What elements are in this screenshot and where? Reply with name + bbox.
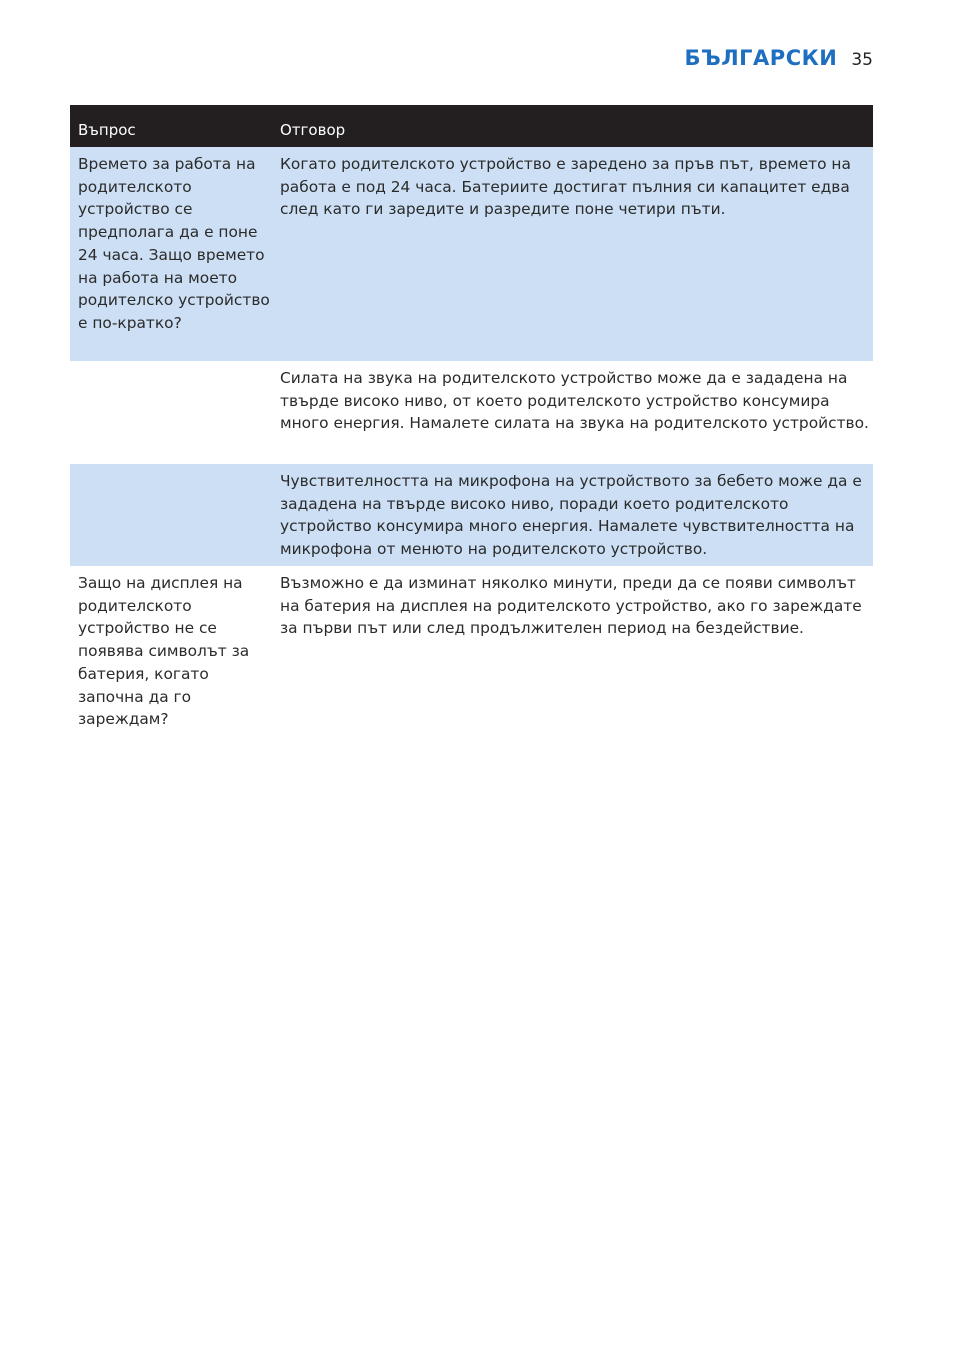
question-cell bbox=[70, 361, 279, 464]
table-header-row bbox=[70, 105, 873, 147]
answer-cell: Силата на звука на родителското устройство може да е зададена на твърде високо ниво, от което родителското устройство консумира много енергия. Намалете силата на звука на родителското устройство. bbox=[280, 369, 869, 433]
answer-cell: Когато родителското устройство е заредено за пръв път, времето на работа е под 24 часа. Батериите достигат пълния си капацитет едва след като ги заредите и разредите поне четири пъти. bbox=[280, 155, 851, 219]
column-header-question: Въпрос bbox=[78, 121, 136, 139]
table-row bbox=[70, 566, 873, 736]
question-cell: Защо на дисплея на родителското устройство не се появява символът за батерия, когато започна да го зареждам? bbox=[78, 574, 250, 729]
table-row bbox=[70, 361, 873, 464]
question-cell: Времето за работа на родителското устройство се предполага да е поне 24 часа. Защо времето на работа на моето родителско устройство е по-кратко? bbox=[78, 155, 270, 332]
faq-table bbox=[70, 105, 873, 736]
table-row bbox=[70, 147, 873, 361]
column-header-answer: Отговор bbox=[280, 121, 346, 139]
answer-cell: Чувствителността на микрофона на устройството за бебето може да е зададена на твърде високо ниво, поради което родителското устройство консумира много енергия. Намалете чувствителността на микрофона от менюто на родителското устройство. bbox=[280, 472, 862, 559]
question-cell bbox=[70, 464, 279, 566]
table-row bbox=[70, 464, 873, 566]
page-number: 35 bbox=[851, 50, 873, 70]
page-header bbox=[685, 46, 874, 70]
section-title: БЪЛГАРСКИ bbox=[684, 46, 838, 70]
answer-cell: Възможно е да изминат няколко минути, преди да се появи символът на батерия на дисплея на родителското устройство, ако го зареждате за първи път или след продължителен период на бездействие. bbox=[280, 574, 862, 638]
